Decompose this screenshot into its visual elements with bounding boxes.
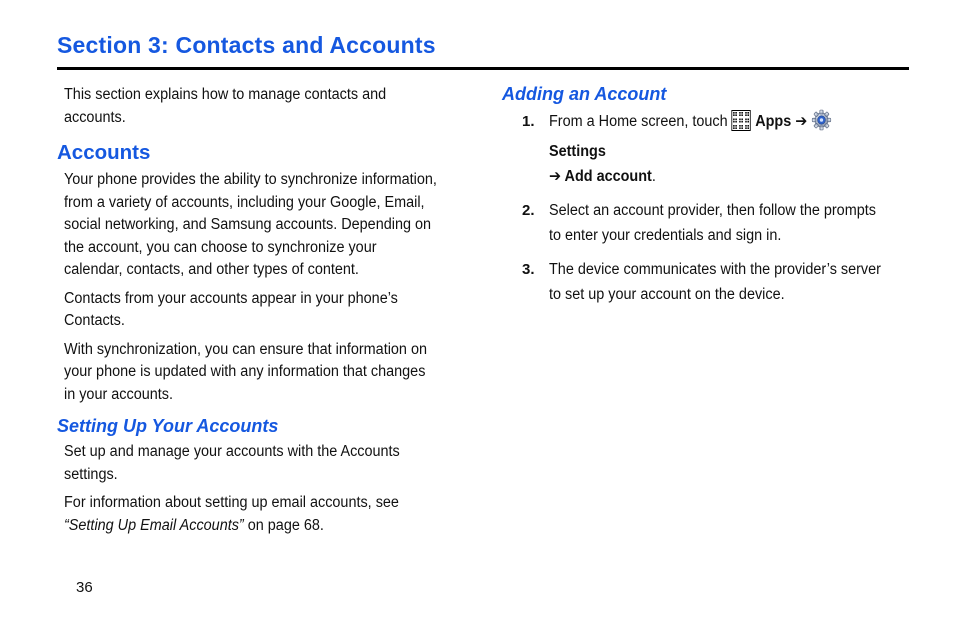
setup-paragraph-2 <box>64 492 439 537</box>
apps-label: Apps <box>755 113 792 130</box>
step-number: 3. <box>522 261 535 278</box>
apps-grid-icon <box>732 110 752 139</box>
accounts-paragraph-3: With synchronization, you can ensure that information on your phone is updated with any information that changes in your accounts. <box>64 340 427 403</box>
step-3 <box>502 257 912 307</box>
title-divider <box>57 67 909 70</box>
left-column <box>57 84 467 543</box>
step-number: 1. <box>522 113 535 130</box>
step-text: The device communicates with the provider’s server to set up your account on the device. <box>549 261 881 303</box>
page-number: 36 <box>76 579 93 596</box>
step-2 <box>502 198 912 248</box>
setup-heading: Setting Up Your Accounts <box>57 416 279 436</box>
step-1 <box>502 109 912 189</box>
page-title: Section 3: Contacts and Accounts <box>57 32 436 58</box>
settings-label: Settings <box>549 143 606 160</box>
step-text <box>549 109 887 189</box>
step-1-arrow-2: ➔ <box>549 168 565 185</box>
accounts-heading: Accounts <box>57 141 151 164</box>
intro-paragraph: This section explains how to manage contacts and accounts. <box>64 86 387 126</box>
step-1-prefix: From a Home screen, touch <box>549 113 732 130</box>
step-number: 2. <box>522 202 535 219</box>
settings-gear-icon <box>811 109 831 139</box>
adding-account-heading: Adding an Account <box>502 84 667 104</box>
step-1-arrow-1: ➔ <box>791 113 812 130</box>
accounts-paragraph-2: Contacts from your accounts appear in your phone’s Contacts. <box>64 289 398 329</box>
setup-paragraph-2-prefix: For information about setting up email accounts, see <box>64 494 399 511</box>
steps-list <box>502 109 912 307</box>
setup-paragraph-2-suffix: on page 68. <box>243 516 324 534</box>
step-1-end: . <box>651 168 656 185</box>
email-accounts-link[interactable]: “Setting Up Email Accounts” <box>64 516 244 534</box>
step-text: Select an account provider, then follow the prompts to enter your credentials and sign in. <box>549 202 876 244</box>
add-account-label: Add account <box>564 168 652 185</box>
setup-paragraph-1: Set up and manage your accounts with the Accounts settings. <box>64 443 400 483</box>
accounts-paragraph-1: Your phone provides the ability to synchronize information, from a variety of accounts, including your Google, Email, social networking, and Samsung accounts. Depending on the account, you can choose to synchronize your calendar, contacts, and other types of content. <box>64 171 437 278</box>
right-column <box>502 84 912 316</box>
